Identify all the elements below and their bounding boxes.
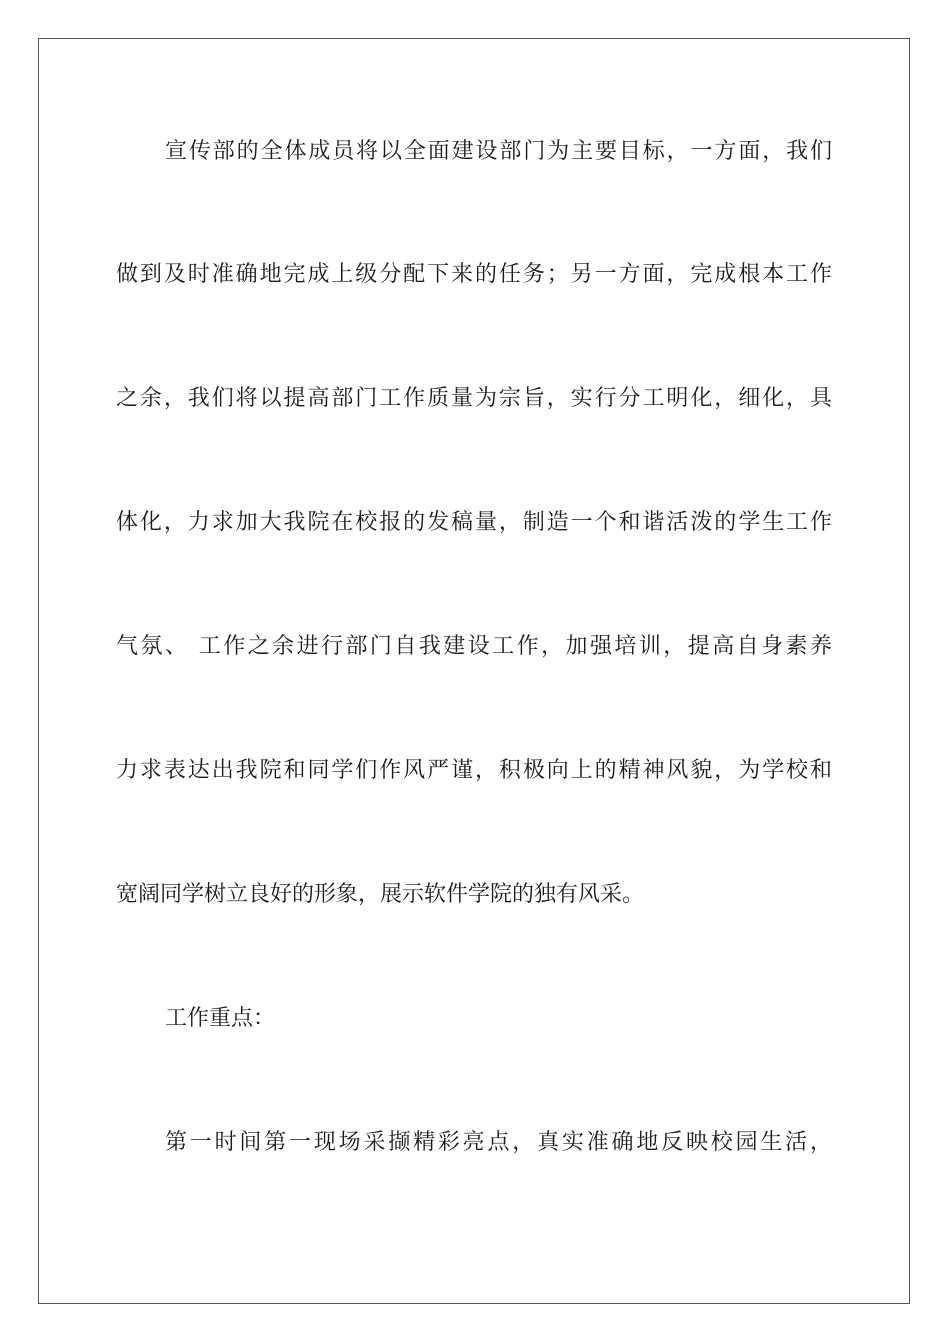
paragraph-line: 力求表达出我院和同学们作风严谨，积极向上的精神风貌，为学校和 [116,758,832,783]
section-heading: 工作重点： [165,1006,276,1031]
paragraph-line: 宽阔同学树立良好的形象，展示软件学院的独有风采。 [116,882,645,907]
paragraph-line: 之余，我们将以提高部门工作质量为宗旨，实行分工明化，细化，具 [116,386,832,411]
paragraph-line: 体化，力求加大我院在校报的发稿量，制造一个和谐活泼的学生工作 [116,510,832,535]
page-border [38,38,910,1304]
paragraph-line: 气氛、 工作之余进行部门自我建设工作，加强培训，提高自身素养 [116,634,832,659]
paragraph-line: 第一时间第一现场采撷精彩亮点，真实准确地反映校园生活， [165,1130,832,1155]
paragraph-line: 做到及时准确地完成上级分配下来的任务；另一方面，完成根本工作 [116,262,832,287]
paragraph-line: 宣传部的全体成员将以全面建设部门为主要目标，一方面，我们 [165,139,832,164]
